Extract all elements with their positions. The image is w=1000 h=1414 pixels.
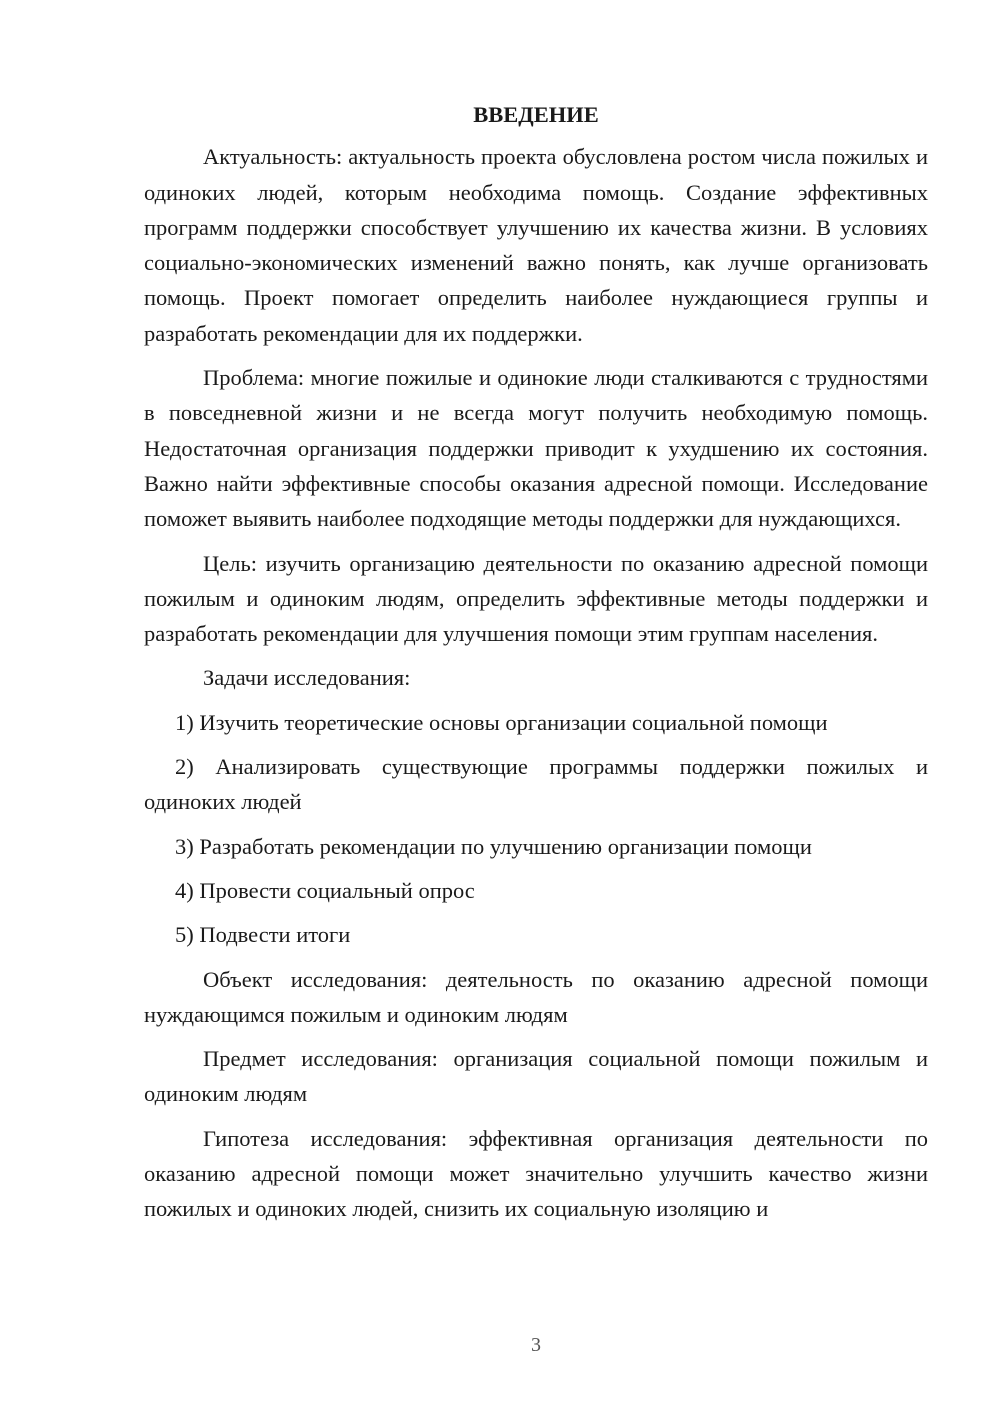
task-item: 5) Подвести итоги xyxy=(175,922,351,948)
paragraph-hypothesis: Гипотеза исследования: эффективная организация деятельности по оказанию адресной помощи может значительно улучшить качество жизни пожилых и одиноких людей, снизить их социальную изоляцию и xyxy=(144,1125,928,1222)
tasks-title: Задачи исследования: xyxy=(203,665,411,691)
task-list xyxy=(144,705,928,953)
section-heading: ВВЕДЕНИЕ xyxy=(473,102,599,127)
page-number: 3 xyxy=(531,1334,541,1356)
paragraph-subject: Предмет исследования: организация социальной помощи пожилым и одиноким людям xyxy=(144,1046,928,1107)
paragraph-problem: Проблема: многие пожилые и одинокие люди сталкиваются с трудностями в повседневной жизни и не всегда могут получить необходимую помощь. Недостаточная организация поддержки приводит к ухудшению их состояния. Важно найти эффективные способы оказания адресной помощи. Исследование поможет выявить наиболее подходящие методы поддержки для нуждающихся. xyxy=(144,365,928,532)
task-item: 4) Провести социальный опрос xyxy=(175,877,475,903)
paragraph-goal: Цель: изучить организацию деятельности по оказанию адресной помощи пожилым и одиноким людям, определить эффективные методы поддержки и разработать рекомендации для улучшения помощи этим группам населения. xyxy=(144,550,928,647)
page-content xyxy=(144,97,928,1236)
paragraph-object: Объект исследования: деятельность по оказанию адресной помощи нуждающимся пожилым и одиноким людям xyxy=(144,966,928,1027)
task-item: 2) Анализировать существующие программы поддержки пожилых и одиноких людей xyxy=(144,754,928,815)
task-item: 1) Изучить теоретические основы организации социальной помощи xyxy=(175,709,828,735)
task-item: 3) Разработать рекомендации по улучшению организации помощи xyxy=(175,833,812,859)
paragraph-relevance: Актуальность: актуальность проекта обусловлена ростом числа пожилых и одиноких людей, которым необходима помощь. Создание эффективных программ поддержки способствует улучшению их качества жизни. В условиях социально-экономических изменений важно понять, как лучше организовать помощь. Проект помогает определить наиболее нуждающиеся группы и разработать рекомендации для их поддержки. xyxy=(144,144,928,346)
